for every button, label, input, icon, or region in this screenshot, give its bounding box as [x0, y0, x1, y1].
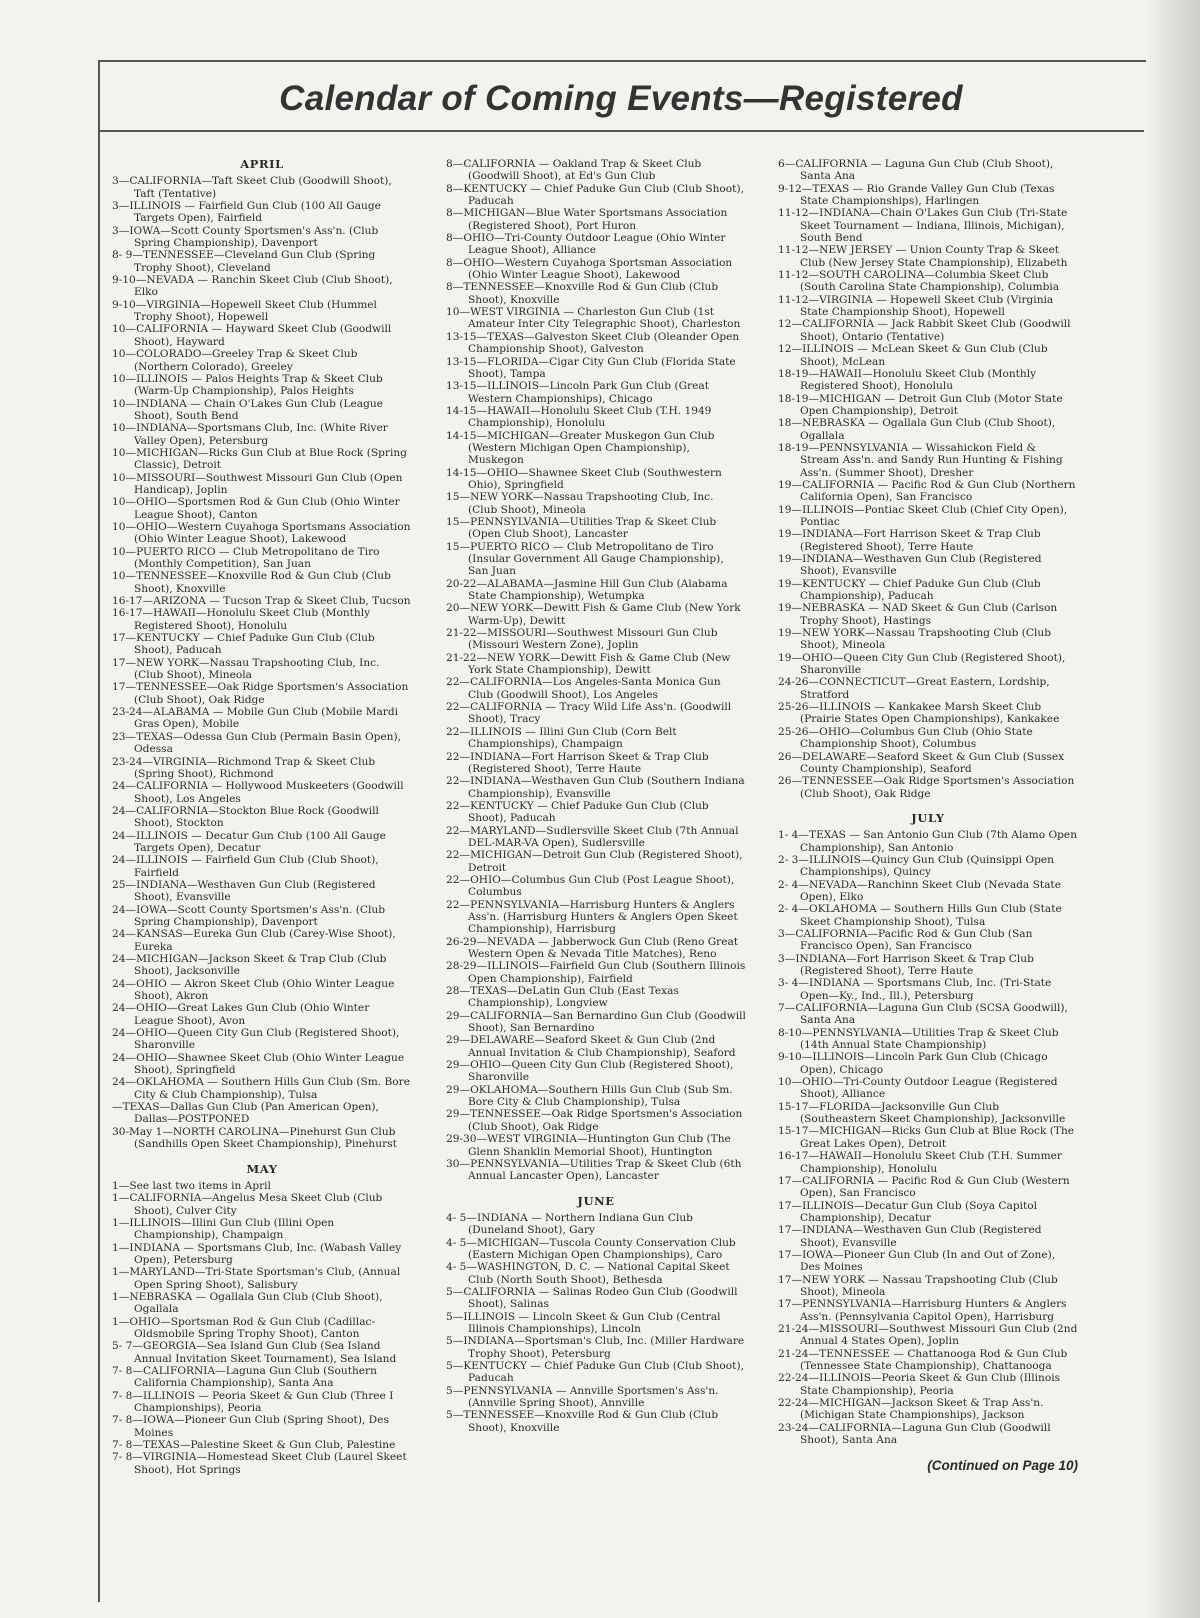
event-entry: 8-10—PENNSYLVANIA—Utilities Trap & Skeet Club (14th Annual State Championship)	[778, 1026, 1059, 1052]
event-entry: 19—NEBRASKA — NAD Skeet & Gun Club (Carlson Trophy Shoot), Hastings	[778, 602, 1058, 627]
event-entry: 24—OHIO—Great Lakes Gun Club (Ohio Winter League Shoot), Avon	[112, 1002, 370, 1027]
event-entry: 8—TENNESSEE—Knoxville Rod & Gun Club (Club Shoot), Knoxville	[446, 281, 719, 306]
event-entry: 11-12—NEW JERSEY — Union County Trap & Skeet Club (New Jersey State Championship), Elizabeth	[778, 244, 1068, 269]
event-entry: 7- 8—VIRGINIA—Homestead Skeet Club (Laurel Skeet Shoot), Hot Springs	[112, 1451, 407, 1476]
event-entry: 22—CALIFORNIA — Tracy Wild Life Ass'n. (Goodwill Shoot), Tracy	[446, 701, 732, 726]
event-entry: 21-22—NEW YORK—Dewitt Fish & Game Club (New York State Championship), Dewitt	[446, 651, 731, 677]
event-entry: 3—IOWA—Scott County Sportsmen's Ass'n. (Club Spring Championship), Davenport	[112, 224, 379, 250]
event-entry: 15—PENNSYLVANIA—Utilities Trap & Skeet Club (Open Club Shoot), Lancaster	[446, 515, 717, 541]
event-entry: 13-15—ILLINOIS—Lincoln Park Gun Club (Great Western Championships), Chicago	[446, 380, 709, 405]
event-entry: 21-24—MISSOURI—Southwest Missouri Gun Club (2nd Annual 4 States Open), Joplin	[778, 1322, 1078, 1348]
event-entry: 24—OKLAHOMA — Southern Hills Gun Club (Sm. Bore City & Club Championship), Tulsa	[112, 1076, 410, 1101]
event-entry: 22—ILLINOIS — Illini Gun Club (Corn Belt Championships), Champaign	[446, 725, 677, 751]
event-entry: 7- 8—CALIFORNIA—Laguna Gun Club (Southern California Championship), Santa Ana	[112, 1365, 377, 1390]
event-entry: 16-17—HAWAII—Honolulu Skeet Club (T.H. Summer Championship), Honolulu	[778, 1150, 1062, 1175]
event-entry: 29—OHIO—Queen City Gun Club (Registered Shoot), Sharonville	[446, 1059, 734, 1084]
event-entry: 28—TEXAS—DeLatin Gun Club (East Texas Championship), Longview	[446, 985, 679, 1010]
event-entry: 20—NEW YORK—Dewitt Fish & Game Club (New York Warm-Up), Dewitt	[446, 602, 741, 627]
event-entry: 8—OHIO—Western Cuyahoga Sportsman Association (Ohio Winter League Shoot), Lakewood	[446, 256, 733, 282]
event-entry: 9-12—TEXAS — Rio Grande Valley Gun Club (Texas State Championships), Harlingen	[778, 182, 1055, 208]
event-entry: 22-24—ILLINOIS—Peoria Skeet & Gun Club (Illinois State Championship), Peoria	[778, 1372, 1061, 1397]
event-entry: 25-26—OHIO—Columbus Gun Club (Ohio State Championship Shoot), Columbus	[778, 725, 1033, 751]
event-entry: 10—OHIO—Tri-County Outdoor League (Registered Shoot), Alliance	[778, 1076, 1058, 1101]
event-entry: 4- 5—MICHIGAN—Tuscola County Conservation Club (Eastern Michigan Open Championships), Caro	[446, 1236, 736, 1261]
event-entry: 22-24—MICHIGAN—Jackson Skeet & Trap Ass'n. (Michigan State Championships), Jackson	[778, 1397, 1044, 1422]
event-entry: 23—TEXAS—Odessa Gun Club (Permain Basin Open), Odessa	[112, 730, 402, 756]
event-entry: 17—NEW YORK—Nassau Trapshooting Club, Inc. (Club Shoot), Mineola	[112, 656, 380, 682]
event-entry: 3—CALIFORNIA—Pacific Rod & Gun Club (San Francisco Open), San Francisco	[778, 927, 1033, 953]
event-entry: 24—IOWA—Scott County Sportsmen's Ass'n. (Club Spring Championship), Davenport	[112, 903, 385, 928]
event-entry: 30-May 1—NORTH CAROLINA—Pinehurst Gun Club (Sandhills Open Skeet Championship), Pinehurst	[112, 1125, 397, 1151]
event-entry: 24—CALIFORNIA—Stockton Blue Rock (Goodwill Shoot), Stockton	[112, 804, 379, 830]
event-entry: 29—OKLAHOMA—Southern Hills Gun Club (Sub Sm. Bore City & Club Championship), Tulsa	[446, 1083, 733, 1109]
column-1	[112, 158, 412, 1476]
event-entry: 30—PENNSYLVANIA—Utilities Trap & Skeet Club (6th Annual Lancaster Open), Lancaster	[446, 1157, 742, 1183]
event-entry: 14-15—MICHIGAN—Greater Muskegon Gun Club (Western Michigan Open Championship), Muskegon	[446, 429, 715, 467]
event-entry: 15—PUERTO RICO — Club Metropolitano de Tiro (Insular Government All Gauge Championship), San Juan	[446, 540, 724, 578]
event-entry: 1—OHIO—Sportsman Rod & Gun Club (Cadillac-Oldsmobile Spring Trophy Shoot), Canton	[112, 1315, 376, 1340]
event-entry: 3—CALIFORNIA—Taft Skeet Club (Goodwill Shoot), Taft (Tentative)	[112, 175, 392, 200]
event-entry: 1—See last two items in April	[112, 1179, 271, 1192]
page-title: Calendar of Coming Events—Registered	[279, 79, 963, 118]
event-entry: 10—OHIO—Western Cuyahoga Sportsmans Association (Ohio Winter League Shoot), Lakewood	[112, 520, 411, 546]
event-entry: 10—ILLINOIS — Palos Heights Trap & Skeet Club (Warm-Up Championship), Palos Heights	[112, 372, 383, 398]
event-entry: 26-29—NEVADA — Jabberwock Gun Club (Reno Great Western Open & Nevada Title Matches), Reno	[446, 935, 739, 960]
event-entry: 15—NEW YORK—Nassau Trapshooting Club, Inc. (Club Shoot), Mineola	[446, 491, 714, 516]
event-entry: 24—OHIO—Shawnee Skeet Club (Ohio Winter League Shoot), Springfield	[112, 1051, 405, 1077]
event-entry: 22—CALIFORNIA—Los Angeles-Santa Monica Gun Club (Goodwill Shoot), Los Angeles	[446, 676, 721, 701]
event-entry: 19—CALIFORNIA — Pacific Rod & Gun Club (Northern California Open), San Francisco	[778, 478, 1076, 504]
event-entry: 24—ILLINOIS — Fairfield Gun Club (Club Shoot), Fairfield	[112, 854, 379, 879]
event-entry: 17—TENNESSEE—Oak Ridge Sportsmen's Association (Club Shoot), Oak Ridge	[112, 681, 409, 706]
event-entry: 7- 8—ILLINOIS — Peoria Skeet & Gun Club (Three I Championships), Peoria	[112, 1389, 394, 1415]
event-entry: 10—MICHIGAN—Ricks Gun Club at Blue Rock (Spring Classic), Detroit	[112, 446, 407, 472]
event-entry: 16-17—HAWAII—Honolulu Skeet Club (Monthly Registered Shoot), Honolulu	[112, 607, 371, 632]
event-entry: 21-24—TENNESSEE — Chattanooga Rod & Gun Club (Tennessee State Championship), Chattanooga	[778, 1347, 1068, 1372]
event-entry: 7—CALIFORNIA—Laguna Gun Club (SCSA Goodwill), Santa Ana	[778, 1002, 1068, 1027]
event-entry: 19—NEW YORK—Nassau Trapshooting Club (Club Shoot), Mineola	[778, 627, 1052, 652]
event-entry: 14-15—OHIO—Shawnee Skeet Club (Southwestern Ohio), Springfield	[446, 466, 722, 491]
event-entry: 26—TENNESSEE—Oak Ridge Sportsmen's Association (Club Shoot), Oak Ridge	[778, 775, 1075, 800]
event-entry: 18-19—MICHIGAN — Detroit Gun Club (Motor State Open Championship), Detroit	[778, 392, 1063, 417]
event-entry: 10—WEST VIRGINIA — Charleston Gun Club (1st Amateur Inter City Telegraphic Shoot), Charleston	[446, 306, 741, 331]
event-entry: —TEXAS—Dallas Gun Club (Pan American Open), Dallas—POSTPONED	[112, 1101, 379, 1126]
event-entry: 8- 9—TENNESSEE—Cleveland Gun Club (Spring Trophy Shoot), Cleveland	[112, 249, 376, 274]
event-entry: 9-10—ILLINOIS—Lincoln Park Gun Club (Chicago Open), Chicago	[778, 1051, 1048, 1076]
event-entry: 24—ILLINOIS — Decatur Gun Club (100 All Gauge Targets Open), Decatur	[112, 829, 386, 854]
event-entry: 1—MARYLAND—Tri-State Sportsman's Club, (Annual Open Spring Shoot), Salisbury	[112, 1266, 401, 1291]
event-entry: 26—DELAWARE—Seaford Skeet & Gun Club (Sussex County Championship), Seaford	[778, 750, 1065, 775]
month-heading: JULY	[911, 810, 945, 825]
event-entry: 10—CALIFORNIA — Hayward Skeet Club (Goodwill Shoot), Hayward	[112, 323, 392, 348]
event-entry: 22—MICHIGAN—Detroit Gun Club (Registered Shoot), Detroit	[446, 849, 743, 874]
event-entry: 20-22—ALABAMA—Jasmine Hill Gun Club (Alabama State Championship), Wetumpka	[446, 577, 728, 603]
event-entry: 25-26—ILLINOIS — Kankakee Marsh Skeet Club (Prairie States Open Championships), Kankakee	[778, 701, 1060, 726]
title-banner	[98, 70, 1144, 128]
page-edge-shadow	[1145, 0, 1200, 1618]
event-entry: 24—CALIFORNIA — Hollywood Muskeeters (Goodwill Shoot), Los Angeles	[112, 780, 404, 805]
event-entry: 15-17—FLORIDA—Jacksonville Gun Club (Southeastern Skeet Championship), Jacksonville	[778, 1100, 1066, 1126]
event-entry: 19—INDIANA—Westhaven Gun Club (Registered Shoot), Evansville	[778, 553, 1042, 578]
event-entry: 11-12—VIRGINIA — Hopewell Skeet Club (Virginia State Championship Shoot), Hopewell	[778, 293, 1054, 319]
event-entry: 10—PUERTO RICO — Club Metropolitano de Tiro (Monthly Competition), San Juan	[112, 545, 380, 570]
event-entry: 18—NEBRASKA — Ogallala Gun Club (Club Shoot), Ogallala	[778, 417, 1056, 442]
event-entry: 3- 4—INDIANA — Sportsmans Club, Inc. (Tri-State Open—Ky., Ind., Ill.), Petersburg	[778, 977, 1052, 1002]
event-entry: 10—MISSOURI—Southwest Missouri Gun Club (Open Handicap), Joplin	[112, 471, 403, 496]
event-entry: 5—ILLINOIS — Lincoln Skeet & Gun Club (Central Illinois Championships), Lincoln	[446, 1310, 721, 1335]
column-2	[446, 158, 746, 1434]
event-entry: 24-26—CONNECTICUT—Great Eastern, Lordship, Stratford	[778, 676, 1050, 701]
title-rule	[98, 130, 1144, 132]
event-entry: 16-17—ARIZONA — Tucson Trap & Skeet Club, Tucson	[112, 595, 411, 608]
event-entry: 5—TENNESSEE—Knoxville Rod & Gun Club (Club Shoot), Knoxville	[446, 1409, 719, 1434]
event-entry: 23-24—VIRGINIA—Richmond Trap & Skeet Club (Spring Shoot), Richmond	[112, 755, 376, 780]
event-entry: 8—MICHIGAN—Blue Water Sportsmans Association (Registered Shoot), Port Huron	[446, 207, 728, 232]
event-entry: 29—TENNESSEE—Oak Ridge Sportsmen's Association (Club Shoot), Oak Ridge	[446, 1108, 743, 1133]
event-entry: 3—INDIANA—Fort Harrison Skeet & Trap Club (Registered Shoot), Terre Haute	[778, 952, 1034, 977]
event-entry: 9-10—VIRGINIA—Hopewell Skeet Club (Hummel Trophy Shoot), Hopewell	[112, 298, 377, 324]
event-entry: 1—ILLINOIS—Illini Gun Club (Illini Open Championship), Champaign	[112, 1216, 335, 1242]
event-entry: 2- 3—ILLINOIS—Quincy Gun Club (Quinsippi Open Championships), Quincy	[778, 853, 1054, 879]
event-entry: 1—INDIANA — Sportsmans Club, Inc. (Wabash Valley Open), Petersburg	[112, 1241, 402, 1266]
event-entry: 22—MARYLAND—Sudlersville Skeet Club (7th Annual DEL-MAR-VA Open), Sudlersville	[446, 824, 739, 849]
event-entry: 19—KENTUCKY — Chief Paduke Gun Club (Club Championship), Paducah	[778, 577, 1041, 603]
event-entry: 10—INDIANA — Chain O'Lakes Gun Club (League Shoot), South Bend	[112, 397, 383, 422]
event-entry: 11-12—INDIANA—Chain O'Lakes Gun Club (Tri-State Skeet Tournament — Indiana, Illinois, Michigan), South Bend	[778, 207, 1068, 245]
event-entry: 17—ILLINOIS—Decatur Gun Club (Soya Capitol Championship), Decatur	[778, 1199, 1038, 1224]
event-entry: 4- 5—WASHINGTON, D. C. — National Capital Skeet Club (North South Shoot), Bethesda	[446, 1261, 730, 1286]
event-entry: 3—ILLINOIS — Fairfield Gun Club (100 All Gauge Targets Open), Fairfield	[112, 200, 381, 225]
event-entry: 25—INDIANA—Westhaven Gun Club (Registered Shoot), Evansville	[112, 878, 376, 904]
event-entry: 19—INDIANA—Fort Harrison Skeet & Trap Club (Registered Shoot), Terre Haute	[778, 528, 1041, 553]
column-3	[778, 158, 1078, 1473]
event-entry: 24—MICHIGAN—Jackson Skeet & Trap Club (Club Shoot), Jacksonville	[112, 953, 387, 978]
event-entry: 23-24—ALABAMA — Mobile Gun Club (Mobile Mardi Gras Open), Mobile	[112, 706, 399, 731]
event-entry: 18-19—PENNSYLVANIA — Wissahickon Field & Stream Ass'n. and Sandy Run Hunting & Fishing Ass'n. (Summer Shoot), Dresher	[778, 441, 1063, 479]
event-entry: 7- 8—TEXAS—Palestine Skeet & Gun Club, Palestine	[112, 1439, 396, 1452]
event-entry: 5- 7—GEORGIA—Sea Island Gun Club (Sea Island Annual Invitation Skeet Tournament), Sea Island	[112, 1340, 397, 1365]
event-entry: 28-29—ILLINOIS—Fairfield Gun Club (Southern Illinois Open Championship), Fairfield	[446, 960, 746, 985]
event-entry: 9-10—NEVADA — Ranchin Skeet Club (Club Shoot), Elko	[112, 274, 393, 299]
event-entry: 5—PENNSYLVANIA — Annville Sportsmen's Ass'n. (Annville Spring Shoot), Annville	[446, 1384, 719, 1410]
event-entry: 22—PENNSYLVANIA—Harrisburg Hunters & Anglers Ass'n. (Harrisburg Hunters & Anglers Open Skeet Championship), Harrisburg	[446, 898, 738, 936]
event-entry: 5—CALIFORNIA — Salinas Rodeo Gun Club (Goodwill Shoot), Salinas	[446, 1285, 738, 1311]
event-entry: 19—ILLINOIS—Pontiac Skeet Club (Chief City Open), Pontiac	[778, 503, 1068, 528]
month-heading: JUNE	[577, 1193, 615, 1208]
event-entry: 12—ILLINOIS — McLean Skeet & Gun Club (Club Shoot), McLean	[778, 343, 1048, 368]
event-entry: 17—NEW YORK — Nassau Trapshooting Club (Club Shoot), Mineola	[778, 1273, 1058, 1298]
event-entry: 2- 4—OKLAHOMA — Southern Hills Gun Club (State Skeet Championship Shoot), Tulsa	[778, 903, 1062, 928]
event-entry: 19—OHIO—Queen City Gun Club (Registered Shoot), Sharonville	[778, 651, 1066, 677]
month-heading: MAY	[246, 1161, 278, 1176]
event-entry: 5—KENTUCKY — Chief Paduke Gun Club (Club Shoot), Paducah	[446, 1360, 744, 1385]
event-entry: 10—INDIANA—Sportsmans Club, Inc. (White River Valley Open), Petersburg	[112, 422, 388, 447]
event-entry: 4- 5—INDIANA — Northern Indiana Gun Club (Duneland Shoot), Gary	[446, 1211, 693, 1237]
month-heading: APRIL	[240, 157, 284, 171]
event-entry: 21-22—MISSOURI—Southwest Missouri Gun Club (Missouri Western Zone), Joplin	[446, 627, 718, 652]
event-entry: 24—KANSAS—Eureka Gun Club (Carey-Wise Shoot), Eureka	[112, 928, 396, 953]
event-entry: 8—CALIFORNIA — Oakland Trap & Skeet Club (Goodwill Shoot), at Ed's Gun Club	[446, 158, 702, 183]
event-entry: 29—DELAWARE—Seaford Skeet & Gun Club (2nd Annual Invitation & Club Championship), Seaford	[446, 1034, 736, 1059]
event-entry: 11-12—SOUTH CAROLINA—Columbia Skeet Club (South Carolina State Championship), Columbia	[778, 269, 1060, 294]
event-entry: 1—CALIFORNIA—Angelus Mesa Skeet Club (Club Shoot), Culver City	[112, 1192, 383, 1217]
continued-note: (Continued on Page 10)	[927, 1458, 1078, 1474]
event-entry: 6—CALIFORNIA — Laguna Gun Club (Club Shoot), Santa Ana	[778, 158, 1054, 183]
event-entry: 22—KENTUCKY — Chief Paduke Gun Club (Club Shoot), Paducah	[446, 799, 709, 825]
event-entry: 10—TENNESSEE—Knoxville Rod & Gun Club (Club Shoot), Knoxville	[112, 570, 391, 595]
event-entry: 22—INDIANA—Fort Harrison Skeet & Trap Club (Registered Shoot), Terre Haute	[446, 750, 709, 775]
event-entry: 24—OHIO—Queen City Gun Club (Registered Shoot), Sharonville	[112, 1027, 400, 1052]
event-entry: 29-30—WEST VIRGINIA—Huntington Gun Club (The Glenn Shanklin Memorial Shoot), Huntington	[446, 1133, 731, 1158]
event-entry: 17—IOWA—Pioneer Gun Club (In and Out of Zone), Des Moines	[778, 1248, 1056, 1274]
event-entry: 12—CALIFORNIA — Jack Rabbit Skeet Club (Goodwill Shoot), Ontario (Tentative)	[778, 318, 1071, 343]
event-entry: 5—INDIANA—Sportsman's Club, Inc. (Miller Hardware Trophy Shoot), Petersburg	[446, 1335, 745, 1360]
event-entry: 24—OHIO — Akron Skeet Club (Ohio Winter League Shoot), Akron	[112, 977, 395, 1003]
event-entry: 1—NEBRASKA — Ogallala Gun Club (Club Shoot), Ogallala	[112, 1290, 383, 1316]
event-entry: 8—KENTUCKY — Chief Paduke Gun Club (Club Shoot), Paducah	[446, 182, 744, 208]
event-entry: 22—INDIANA—Westhaven Gun Club (Southern Indiana Championship), Evansville	[446, 775, 745, 800]
event-entry: 15-17—MICHIGAN—Ricks Gun Club at Blue Rock (The Great Lakes Open), Detroit	[778, 1125, 1075, 1150]
event-entry: 17—KENTUCKY — Chief Paduke Gun Club (Club Shoot), Paducah	[112, 632, 375, 657]
event-entry: 14-15—HAWAII—Honolulu Skeet Club (T.H. 1949 Championship), Honolulu	[446, 404, 712, 430]
event-entry: 13-15—TEXAS—Galveston Skeet Club (Oleander Open Championship Shoot), Galveston	[446, 330, 740, 356]
event-entry: 17—INDIANA—Westhaven Gun Club (Registered Shoot), Evansville	[778, 1224, 1042, 1249]
event-entry: 2- 4—NEVADA—Ranchinn Skeet Club (Nevada State Open), Elko	[778, 878, 1061, 903]
event-entry: 10—COLORADO—Greeley Trap & Skeet Club (Northern Colorado), Greeley	[112, 348, 358, 373]
event-entry: 29—CALIFORNIA—San Bernardino Gun Club (Goodwill Shoot), San Bernardino	[446, 1009, 746, 1035]
event-entry: 18-19—HAWAII—Honolulu Skeet Club (Monthly Registered Shoot), Honolulu	[778, 367, 1037, 393]
event-entry: 13-15—FLORIDA—Cigar City Gun Club (Florida State Shoot), Tampa	[446, 355, 736, 380]
event-entry: 7- 8—IOWA—Pioneer Gun Club (Spring Shoot), Des Moines	[112, 1414, 389, 1439]
event-entry: 8—OHIO—Tri-County Outdoor League (Ohio Winter League Shoot), Alliance	[446, 232, 726, 257]
event-entry: 1- 4—TEXAS — San Antonio Gun Club (7th Alamo Open Championship), San Antonio	[778, 829, 1078, 854]
event-entry: 22—OHIO—Columbus Gun Club (Post League Shoot), Columbus	[446, 873, 735, 899]
event-entry: 17—PENNSYLVANIA—Harrisburg Hunters & Anglers Ass'n. (Pennsylvania Capitol Open), Harrisburg	[778, 1298, 1067, 1323]
event-entry: 17—CALIFORNIA — Pacific Rod & Gun Club (Western Open), San Francisco	[778, 1174, 1070, 1200]
event-entry: 10—OHIO—Sportsmen Rod & Gun Club (Ohio Winter League Shoot), Canton	[112, 496, 400, 521]
event-entry: 23-24—CALIFORNIA—Laguna Gun Club (Goodwill Shoot), Santa Ana	[778, 1421, 1051, 1447]
